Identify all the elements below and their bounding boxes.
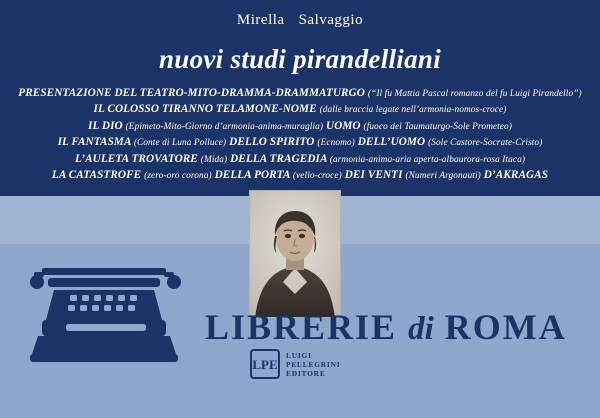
program-line-sub-3: (Numeri Argonauti) [405, 171, 481, 182]
publisher-logo [250, 349, 360, 379]
program-line-sub-3: (Sole Castore-Socrate-Cristo) [428, 138, 543, 149]
program-line-sub-2: (vello-croce) [292, 171, 342, 182]
program-line [0, 86, 600, 102]
program-line-sub-2: (Ecnomo) [317, 138, 355, 149]
program-line [0, 119, 600, 135]
program-line-main-2: UOMO [326, 119, 361, 132]
program-line-main-2: DELLO SPIRITO [229, 136, 315, 149]
program-lines [0, 86, 600, 184]
program-line-sub-2: (fuoco del Taumaturgo-Sole Prometeo) [363, 121, 512, 132]
program-line-sub: (“Il fu Mattia Pascal romanzo del fu Luigi Pirandello”) [367, 89, 582, 99]
program-line-main-2: DELLA PORTA [214, 169, 290, 182]
program-line-sub: (Mida) [200, 154, 228, 165]
program-line-sub-2: (armonia-anima-aria aperta-albaurora-rosa Itaca) [329, 154, 526, 165]
author-last-name: Salvaggio [298, 12, 364, 28]
program-line-main: IL COLOSSO TIRANNO TELAMONE-NOME [93, 103, 317, 116]
page-title: nuovi studi pirandelliani [158, 44, 442, 74]
wordmark-part-2: di [408, 311, 434, 347]
svg-text:LPE: LPE [252, 357, 278, 372]
publisher-line-3: EDITORE [286, 368, 326, 378]
program-line [0, 152, 600, 168]
program-line-sub: (Conte di Luna Polluce) [133, 138, 227, 149]
program-line [0, 168, 600, 184]
wordmark-part-1: LIBRERIE [205, 307, 398, 347]
program-line-main: IL DIO [88, 119, 123, 132]
program-line [0, 102, 600, 118]
program-line-main-2: DELLA TRAGEDIA [230, 152, 327, 165]
publisher-name [286, 351, 340, 378]
publisher-logo-icon [250, 349, 280, 379]
program-line-sub: (zero-oro corona) [144, 171, 212, 182]
librerie-di-roma-wordmark [205, 306, 575, 348]
program-line [0, 135, 600, 151]
program-line-main-4: D’AKRAGAS [483, 169, 549, 182]
author-name [0, 12, 600, 29]
publisher-line-2: PELLEGRINI [286, 359, 341, 369]
program-line-main: PRESENTAZIONE DEL TEATRO-MITO-DRAMMA-DRAMMATURGO [18, 87, 365, 99]
program-line-sub: (dalle braccia legate nell’armonia-nomos-croce) [319, 105, 507, 116]
portrait-photo [249, 190, 341, 318]
wordmark-part-3: ROMA [444, 307, 567, 347]
program-line-sub: (Epimeto-Mito-Giorno d’armonia-anima-muraglia) [125, 121, 324, 132]
publisher-line-1: LUIGI [286, 350, 312, 360]
program-line-main-3: DEI VENTI [344, 169, 403, 182]
author-first-name: Mirella [236, 12, 285, 28]
program-line-main: IL FANTASMA [57, 136, 131, 149]
program-line-main: LA CATASTROFE [51, 169, 142, 182]
typewriter-icon [28, 262, 188, 382]
program-line-main-3: DELL’UOMO [357, 136, 426, 149]
program-line-main: L’AULETA TROVATORE [74, 152, 198, 165]
